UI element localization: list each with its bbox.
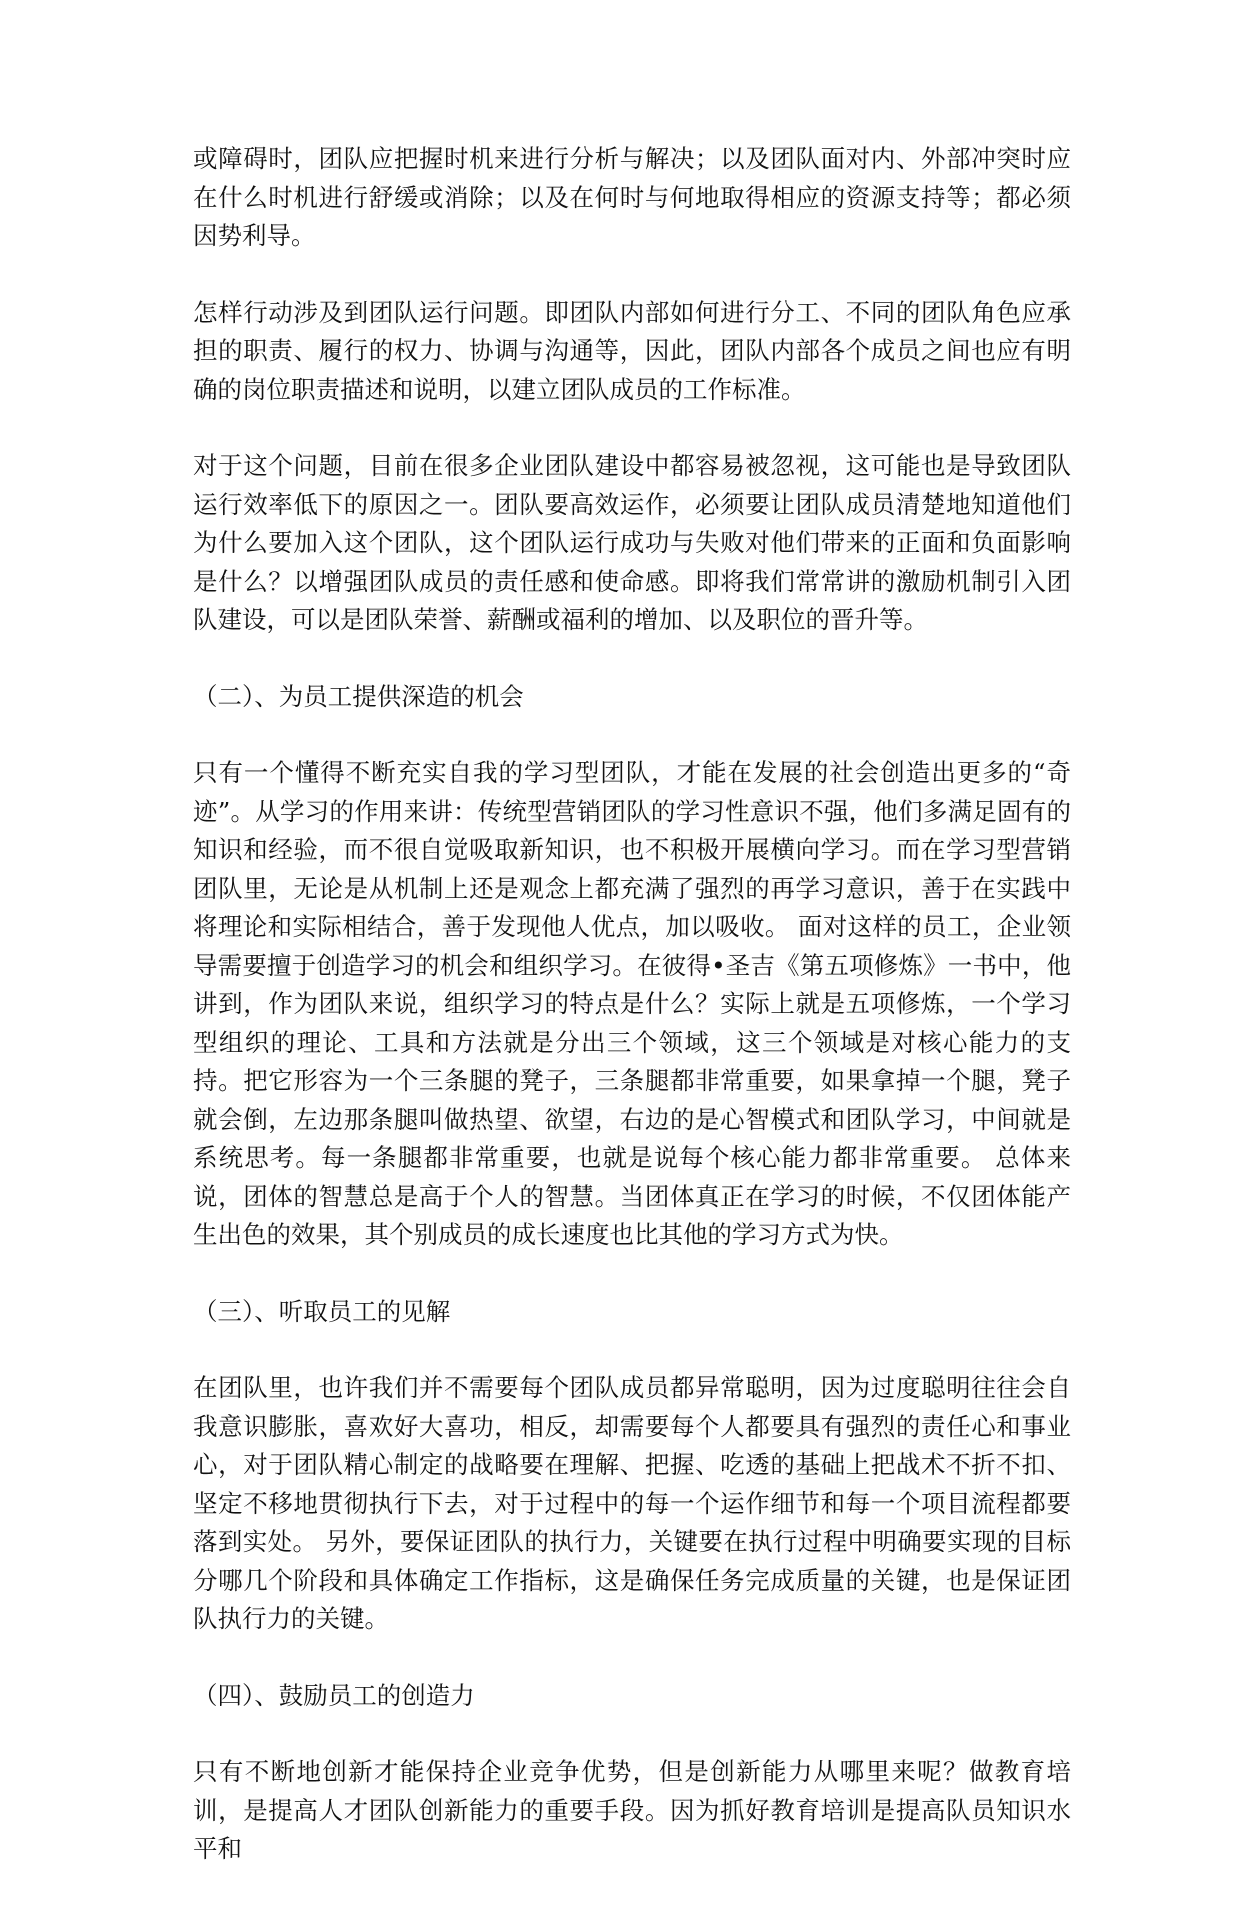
paragraph-motivation: 对于这个问题，目前在很多企业团队建设中都容易被忽视，这可能也是导致团队运行效率低下的原因之一。团队要高效运作，必须要让团队成员清楚地知道他们为什么要加入这个团队，这个团队运行成功与失败对他们带来的正面和负面影响是什么？以增强团队成员的责任感和使命感。即将我们常常讲的激励机制引入团队建设，可以是团队荣誉、薪酬或福利的增加、以及职位的晋升等。 (193, 451, 1071, 634)
section-heading-2: （二）、为员工提供深造的机会 (193, 681, 524, 711)
paragraph-learning: 只有一个懂得不断充实自我的学习型团队，才能在发展的社会创造出更多的“奇迹”。从学习的作用来讲：传统型营销团队的学习性意识不强，他们多满足固有的知识和经验，而不很自觉吸取新知识，也不积极开展横向学习。而在学习型营销团队里，无论是从机制上还是观念上都充满了强烈的再学习意识，善于在实践中将理论和实际相结合，善于发现他人优点，加以吸收。 面对这样的员工，企业领导需要擅于创造学习的机会和组织学习。在彼得•圣吉《第五项修炼》一书中，他讲到，作为团队来说，组织学习的特点是什么？实际上就是五项修炼，一个学习型组织的理论、工具和方法就是分出三个领域，这三个领域是对核心能力的支持。把它形容为一个三条腿的凳子，三条腿都非常重要，如果拿掉一个腿，凳子就会倒，左边那条腿叫做热望、欲望，右边的是心智模式和团队学习，中间就是系统思考。每一条腿都非常重要，也就是说每个核心能力都非常重要。 总体来说，团体的智慧总是高于个人的智慧。当团体真正在学习的时候，不仅团体能产生出色的效果，其个别成员的成长速度也比其他的学习方式为快。 (193, 758, 1071, 1249)
section-heading-3: （三）、听取员工的见解 (193, 1296, 451, 1326)
paragraph-team-operation: 怎样行动涉及到团队运行问题。即团队内部如何进行分工、不同的团队角色应承担的职责、履行的权力、协调与沟通等，因此，团队内部各个成员之间也应有明确的岗位职责描述和说明，以建立团队成员的工作标准。 (193, 297, 1071, 404)
paragraph-innovation: 只有不断地创新才能保持企业竞争优势，但是创新能力从哪里来呢？做教育培训，是提高人才团队创新能力的重要手段。因为抓好教育培训是提高队员知识水平和 (193, 1757, 1071, 1863)
section-heading-4: （四）、鼓励员工的创造力 (193, 1680, 475, 1710)
paragraph-timing: 或障碍时，团队应把握时机来进行分析与解决；以及团队面对内、外部冲突时应在什么时机进行舒缓或消除；以及在何时与何地取得相应的资源支持等；都必须因势利导。 (193, 144, 1071, 250)
document-page (193, 140, 1071, 1907)
paragraph-execution: 在团队里，也许我们并不需要每个团队成员都异常聪明，因为过度聪明往往会自我意识膨胀，喜欢好大喜功，相反，却需要每个人都要具有强烈的责任心和事业心，对于团队精心制定的战略要在理解、把握、吃透的基础上把战术不折不扣、坚定不移地贯彻执行下去，对于过程中的每一个运作细节和每一个项目流程都要落到实处。 另外，要保证团队的执行力，关键要在执行过程中明确要实现的目标分哪几个阶段和具体确定工作指标，这是确保任务完成质量的关键，也是保证团队执行力的关键。 (193, 1373, 1071, 1633)
